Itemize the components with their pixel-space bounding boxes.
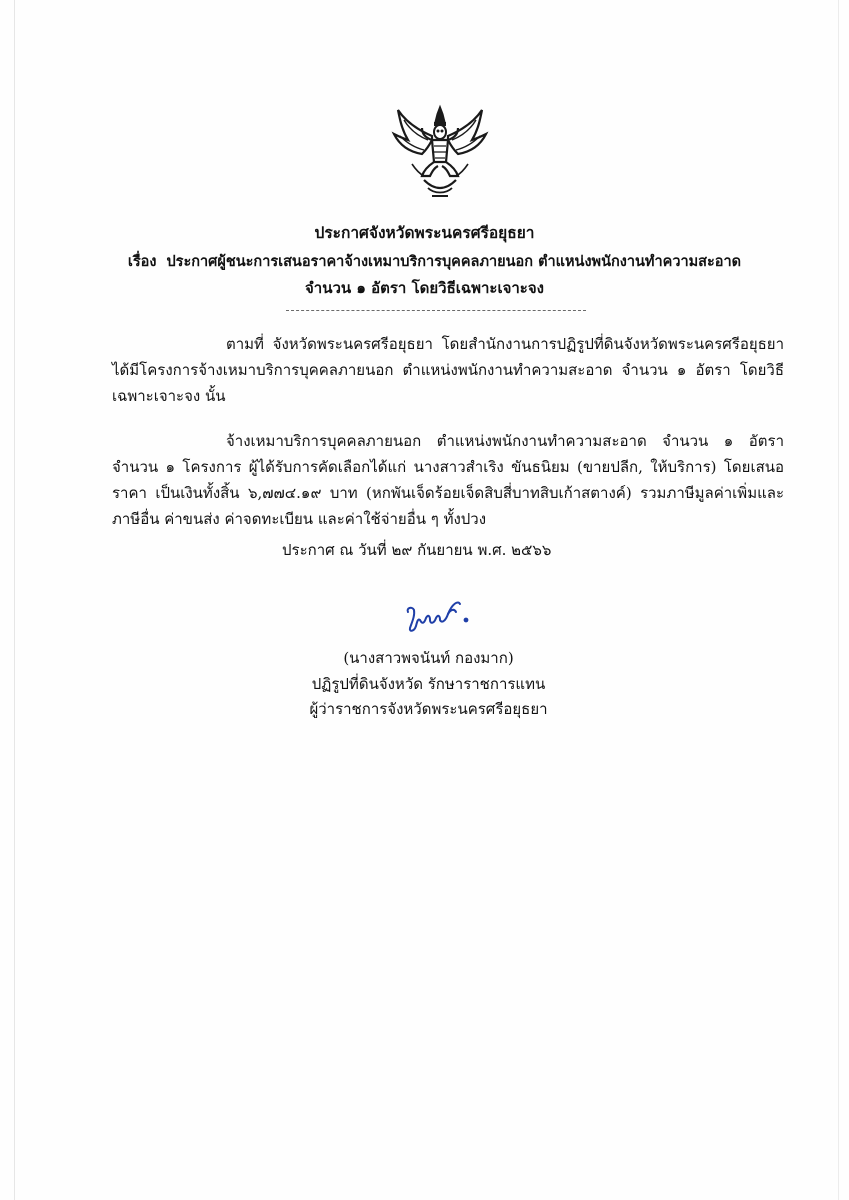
signatory-position-2: ผู้ว่าราชการจังหวัดพระนครศรีอยุธยา — [309, 700, 548, 718]
paragraph-award: จ้างเหมาบริการบุคคลภายนอก ตำแหน่งพนักงานทำความสะอาด จำนวน ๑ อัตรา จำนวน ๑ โครงการ ผู้ได้รับการคัดเลือกได้แก่ นางสาวสำเริง ขันธนิยม (ขายปลีก, ให้บริการ) โดยเสนอราคา เป็นเงินทั้งสิ้น ๖,๗๗๔.๑๙ บาท (หกพันเจ็ดร้อยเจ็ดสิบสี่บาทสิบเก้าสตางค์) รวมภาษีมูลค่าเพิ่มและภาษีอื่น ค่าขนส่ง ค่าจดทะเบียน และค่าใช้จ่ายอื่น ๆ ทั้งปวง — [112, 432, 784, 528]
subject-line-2: จำนวน ๑ อัตรา โดยวิธีเฉพาะเจาะจง — [305, 279, 544, 297]
subject-text: ประกาศผู้ชนะการเสนอราคาจ้างเหมาบริการบุคคลภายนอก ตำแหน่งพนักงานทำความสะอาด — [166, 253, 742, 270]
handwritten-signature — [400, 598, 472, 638]
subject-label: เรื่อง — [127, 253, 157, 270]
subject-line — [10, 250, 849, 273]
scan-edge-right — [838, 0, 839, 1200]
paragraph-background: ตามที่ จังหวัดพระนครศรีอยุธยา โดยสำนักงานการปฏิรูปที่ดินจังหวัดพระนครศรีอยุธยา ได้มีโครงการจ้างเหมาบริการบุคคลภายนอก ตำแหน่งพนักงานทำความสะอาด จำนวน ๑ อัตรา โดยวิธีเฉพาะเจาะจง นั้น — [112, 335, 784, 405]
scan-edge-left — [14, 0, 15, 1200]
signatory-name: (นางสาวพจนันท์ กองมาก) — [343, 649, 514, 667]
announcement-date: ประกาศ ณ วันที่ ๒๙ กันยายน พ.ศ. ๒๕๖๖ — [282, 541, 552, 559]
announcement-title: ประกาศจังหวัดพระนครศรีอยุธยา — [314, 223, 535, 242]
garuda-emblem-icon — [388, 104, 492, 204]
signatory-position-1: ปฏิรูปที่ดินจังหวัด รักษาราชการแทน — [311, 675, 546, 693]
header-divider — [286, 310, 586, 311]
